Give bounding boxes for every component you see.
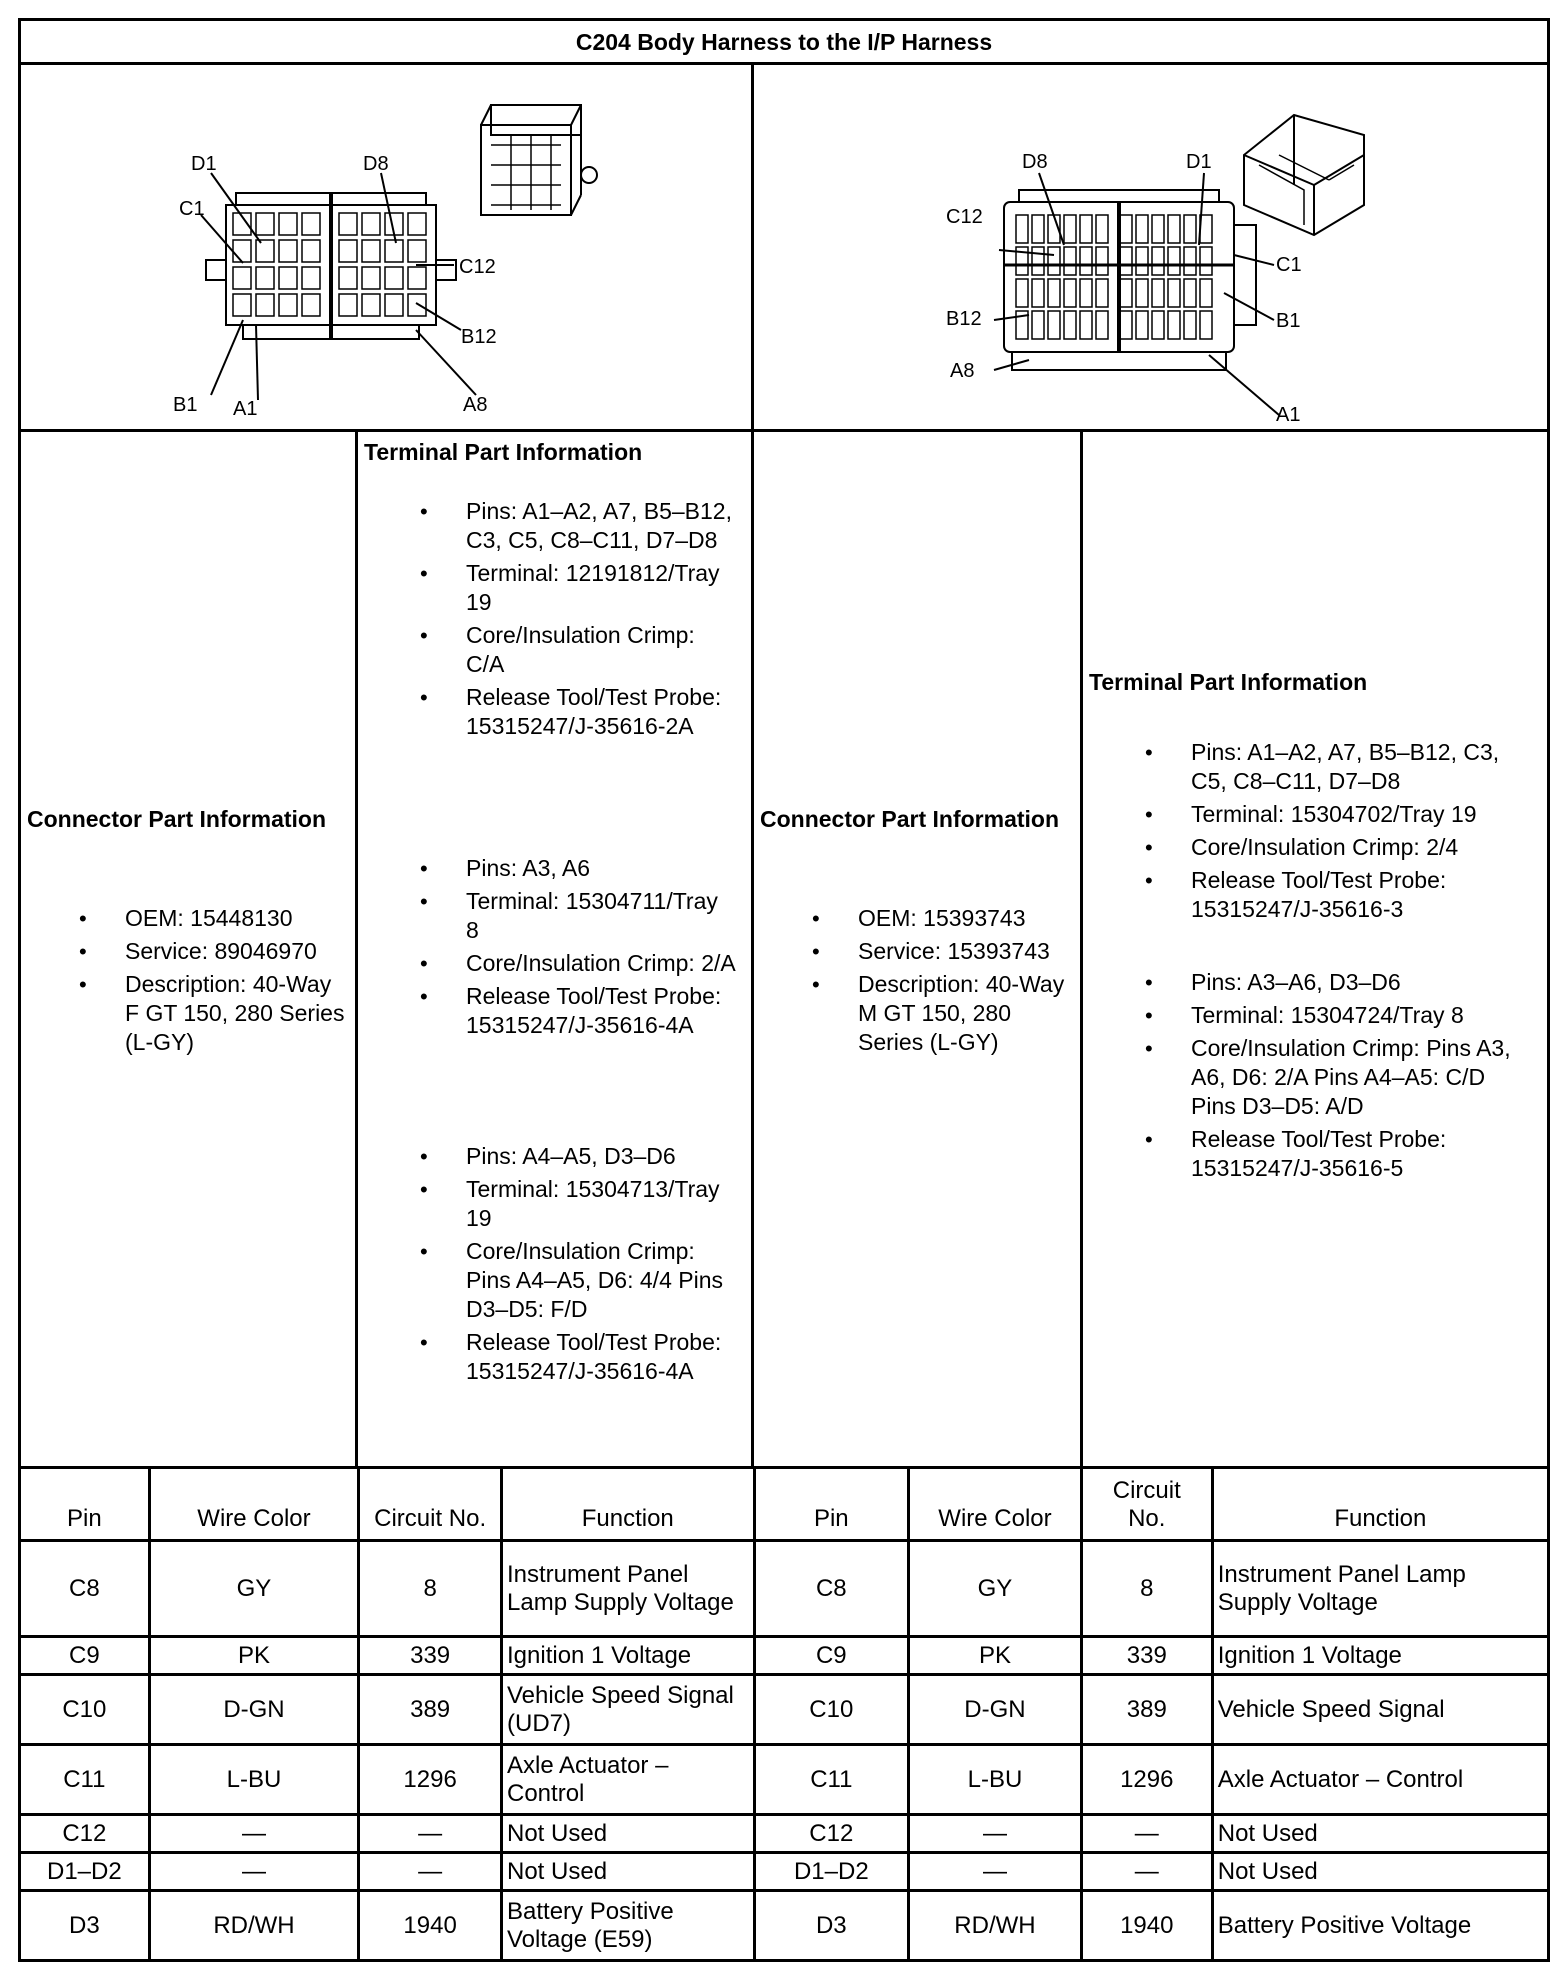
table-cell: C10 xyxy=(754,1675,909,1745)
list-item: • Pins: A1–A2, A7, B5–B12, C3, C5, C8–C11, D7–D8 xyxy=(1191,738,1536,796)
column-header: Wire Color xyxy=(149,1468,359,1541)
connector-cavity xyxy=(408,294,426,316)
connector-cavity xyxy=(1032,311,1044,339)
connector-cavity xyxy=(279,267,297,289)
list-item: • Release Tool/Test Probe: 15315247/J-35616-4A xyxy=(466,1328,736,1386)
table-cell: — xyxy=(359,1815,502,1853)
list-item: • Terminal: 12191812/Tray 19 xyxy=(466,559,736,617)
table-cell: C8 xyxy=(754,1541,909,1637)
table-cell: 339 xyxy=(359,1637,502,1675)
connector-cavity xyxy=(1184,215,1196,243)
connector-cavity xyxy=(339,267,357,289)
table-cell: C12 xyxy=(20,1815,150,1853)
label-d8-right: D8 xyxy=(1022,151,1048,173)
list-item: • OEM: 15448130 xyxy=(125,904,350,933)
list-item: • Terminal: 15304724/Tray 8 xyxy=(1191,1001,1536,1030)
connector-cavity xyxy=(1032,247,1044,275)
table-row xyxy=(20,1541,1549,1637)
connector-cavity xyxy=(1152,247,1164,275)
right-connector-heading: Connector Part Information xyxy=(760,806,1060,832)
right-terminal-heading: Terminal Part Information xyxy=(1089,669,1368,695)
table-row xyxy=(20,1853,1549,1891)
male-connector-drawing xyxy=(754,65,1547,429)
connector-cavity xyxy=(1168,247,1180,275)
label-a1: A1 xyxy=(233,398,258,420)
connector-cavity xyxy=(1120,279,1132,307)
table-cell: 8 xyxy=(1081,1541,1212,1637)
table-cell: 1940 xyxy=(359,1891,502,1961)
table-cell: C11 xyxy=(20,1745,150,1815)
table-cell: RD/WH xyxy=(149,1891,359,1961)
label-c1-right: C1 xyxy=(1276,254,1302,276)
table-cell: C10 xyxy=(20,1675,150,1745)
list-item: • Pins: A1–A2, A7, B5–B12, C3, C5, C8–C11, D7–D8 xyxy=(466,497,736,555)
connector-cavity xyxy=(256,294,274,316)
female-connector-drawing xyxy=(21,65,751,429)
pin-table xyxy=(18,1466,1550,1962)
table-cell: Not Used xyxy=(502,1815,755,1853)
table-cell: GY xyxy=(909,1541,1082,1637)
left-terminal-part-info xyxy=(355,429,754,1469)
table-row xyxy=(20,1891,1549,1961)
table-cell: — xyxy=(909,1815,1082,1853)
table-cell: GY xyxy=(149,1541,359,1637)
left-connector-list xyxy=(125,904,350,1057)
right-connector-diagram xyxy=(751,62,1550,432)
list-item: • Core/Insulation Crimp: Pins A4–A5, D6: 4/4 Pins D3–D5: F/D xyxy=(466,1237,736,1324)
right-terminal-group-2 xyxy=(1191,968,1536,1183)
table-cell: D1–D2 xyxy=(20,1853,150,1891)
list-item: • Pins: A3, A6 xyxy=(466,854,736,883)
connector-cavity xyxy=(1064,247,1076,275)
table-cell: 1296 xyxy=(359,1745,502,1815)
label-c1: C1 xyxy=(179,198,205,220)
table-row xyxy=(20,1815,1549,1853)
connector-cavity xyxy=(1200,247,1212,275)
list-item: • Release Tool/Test Probe: 15315247/J-35616-4A xyxy=(466,982,736,1040)
table-cell: Vehicle Speed Signal (UD7) xyxy=(502,1675,755,1745)
connector-cavity xyxy=(1080,311,1092,339)
list-item: • Core/Insulation Crimp: Pins A3, A6, D6: 2/A Pins A4–A5: C/D Pins D3–D5: A/D xyxy=(1191,1034,1536,1121)
label-a1-right: A1 xyxy=(1276,404,1301,426)
connector-cavity xyxy=(1080,247,1092,275)
table-cell: 1296 xyxy=(1081,1745,1212,1815)
table-cell: C9 xyxy=(20,1637,150,1675)
list-item: • Service: 89046970 xyxy=(125,937,350,966)
connector-cavity xyxy=(279,294,297,316)
table-cell: — xyxy=(1081,1815,1212,1853)
connector-cavity xyxy=(279,213,297,235)
connector-cavity xyxy=(1064,215,1076,243)
label-c12: C12 xyxy=(459,256,496,278)
connector-cavity xyxy=(302,213,320,235)
table-row xyxy=(20,1637,1549,1675)
label-b12: B12 xyxy=(461,326,497,348)
left-terminal-group-1 xyxy=(466,497,736,741)
connector-cavity xyxy=(233,240,251,262)
table-cell: C11 xyxy=(754,1745,909,1815)
right-connector-list xyxy=(858,904,1078,1057)
connector-cavity xyxy=(1048,311,1060,339)
table-cell: D1–D2 xyxy=(754,1853,909,1891)
list-item: • Release Tool/Test Probe: 15315247/J-35616-3 xyxy=(1191,866,1536,924)
connector-cavity xyxy=(1136,311,1148,339)
table-row xyxy=(20,1675,1549,1745)
table-cell: Vehicle Speed Signal xyxy=(1212,1675,1548,1745)
table-cell: 8 xyxy=(359,1541,502,1637)
connector-cavity xyxy=(1032,279,1044,307)
connector-cavity xyxy=(1016,279,1028,307)
column-header: Pin xyxy=(20,1468,150,1541)
connector-cavity xyxy=(279,240,297,262)
column-header: Function xyxy=(1212,1468,1548,1541)
connector-cavity xyxy=(1048,247,1060,275)
label-d8: D8 xyxy=(363,153,389,175)
label-b1: B1 xyxy=(173,394,198,416)
table-cell: D-GN xyxy=(909,1675,1082,1745)
connector-cavity xyxy=(256,240,274,262)
connector-cavity xyxy=(233,267,251,289)
connector-cavity xyxy=(408,240,426,262)
list-item: • Core/Insulation Crimp: 2/4 xyxy=(1191,833,1536,862)
connector-cavity xyxy=(256,267,274,289)
table-cell: — xyxy=(149,1853,359,1891)
list-item: • Terminal: 15304713/Tray 19 xyxy=(466,1175,736,1233)
connector-cavity xyxy=(362,213,380,235)
table-row xyxy=(20,1745,1549,1815)
connector-cavity xyxy=(302,240,320,262)
table-cell: Axle Actuator – Control xyxy=(502,1745,755,1815)
table-cell: RD/WH xyxy=(909,1891,1082,1961)
table-cell: Ignition 1 Voltage xyxy=(1212,1637,1548,1675)
connector-cavity xyxy=(1184,279,1196,307)
connector-cavity xyxy=(302,294,320,316)
connector-cavity xyxy=(1064,311,1076,339)
connector-cavity xyxy=(408,267,426,289)
label-b12-right: B12 xyxy=(946,308,982,330)
table-cell: — xyxy=(149,1815,359,1853)
column-header: Circuit No. xyxy=(359,1468,502,1541)
list-item: • Core/Insulation Crimp: 2/A xyxy=(466,949,736,978)
connector-cavity xyxy=(339,213,357,235)
right-terminal-group-1 xyxy=(1191,738,1536,924)
label-d1: D1 xyxy=(191,153,217,175)
label-d1-right: D1 xyxy=(1186,151,1212,173)
list-item: • Terminal: 15304702/Tray 19 xyxy=(1191,800,1536,829)
connector-cavity xyxy=(385,294,403,316)
connector-cavity xyxy=(1168,279,1180,307)
connector-cavity xyxy=(1200,279,1212,307)
table-cell: D3 xyxy=(20,1891,150,1961)
label-b1-right: B1 xyxy=(1276,310,1301,332)
list-item: • Pins: A4–A5, D3–D6 xyxy=(466,1142,736,1171)
list-item: • Release Tool/Test Probe: 15315247/J-35616-2A xyxy=(466,683,736,741)
list-item: • Service: 15393743 xyxy=(858,937,1078,966)
table-cell: 389 xyxy=(1081,1675,1212,1745)
connector-cavity xyxy=(362,240,380,262)
table-cell: PK xyxy=(149,1637,359,1675)
connector-cavity xyxy=(1184,311,1196,339)
connector-cavity xyxy=(408,213,426,235)
connector-cavity xyxy=(1096,311,1108,339)
label-a8: A8 xyxy=(463,394,488,416)
table-cell: D3 xyxy=(754,1891,909,1961)
connector-cavity xyxy=(256,213,274,235)
column-header: Wire Color xyxy=(909,1468,1082,1541)
right-connector-part-info xyxy=(751,429,1083,1469)
table-cell: Ignition 1 Voltage xyxy=(502,1637,755,1675)
table-cell: C9 xyxy=(754,1637,909,1675)
connector-cavity xyxy=(1016,215,1028,243)
column-header: Pin xyxy=(754,1468,909,1541)
connector-cavity xyxy=(1136,247,1148,275)
list-item: • Core/Insulation Crimp: C/A xyxy=(466,621,736,679)
column-header: Circuit No. xyxy=(1081,1468,1212,1541)
connector-cavity xyxy=(1136,215,1148,243)
table-cell: Not Used xyxy=(1212,1853,1548,1891)
table-cell: Axle Actuator – Control xyxy=(1212,1745,1548,1815)
label-c12-right: C12 xyxy=(946,206,983,228)
table-cell: 339 xyxy=(1081,1637,1212,1675)
table-cell: 1940 xyxy=(1081,1891,1212,1961)
left-connector-heading: Connector Part Information xyxy=(27,806,327,832)
connector-cavity xyxy=(1080,215,1092,243)
label-a8-right: A8 xyxy=(950,360,975,382)
connector-cavity xyxy=(1152,215,1164,243)
connector-cavity xyxy=(1200,215,1212,243)
connector-cavity xyxy=(385,267,403,289)
right-terminal-part-info xyxy=(1080,429,1550,1469)
table-cell: Not Used xyxy=(1212,1815,1548,1853)
table-cell: PK xyxy=(909,1637,1082,1675)
connector-cavity xyxy=(1152,311,1164,339)
left-terminal-group-2 xyxy=(466,854,736,1040)
left-connector-diagram xyxy=(18,62,754,432)
table-cell: Battery Positive Voltage (E59) xyxy=(502,1891,755,1961)
connector-cavity xyxy=(1096,247,1108,275)
connector-cavity xyxy=(385,240,403,262)
connector-cavity xyxy=(1120,215,1132,243)
list-item: • Description: 40-Way M GT 150, 280 Series (L-GY) xyxy=(858,970,1078,1057)
table-cell: Battery Positive Voltage xyxy=(1212,1891,1548,1961)
connector-cavity xyxy=(362,294,380,316)
table-cell: Instrument Panel Lamp Supply Voltage xyxy=(1212,1541,1548,1637)
list-item: • Pins: A3–A6, D3–D6 xyxy=(1191,968,1536,997)
connector-cavity xyxy=(1080,279,1092,307)
table-cell: Not Used xyxy=(502,1853,755,1891)
connector-cavity xyxy=(1064,279,1076,307)
list-item: • OEM: 15393743 xyxy=(858,904,1078,933)
table-cell: — xyxy=(909,1853,1082,1891)
connector-cavity xyxy=(1096,279,1108,307)
connector-cavity xyxy=(302,267,320,289)
table-cell: — xyxy=(359,1853,502,1891)
left-connector-part-info xyxy=(18,429,358,1469)
connector-cavity xyxy=(233,294,251,316)
left-terminal-group-3 xyxy=(466,1142,736,1386)
table-cell: L-BU xyxy=(149,1745,359,1815)
table-cell: — xyxy=(1081,1853,1212,1891)
page-title: C204 Body Harness to the I/P Harness xyxy=(18,18,1550,62)
table-cell: Instrument Panel Lamp Supply Voltage xyxy=(502,1541,755,1637)
connector-cavity xyxy=(1120,247,1132,275)
list-item: • Terminal: 15304711/Tray 8 xyxy=(466,887,736,945)
table-cell: C12 xyxy=(754,1815,909,1853)
table-cell: D-GN xyxy=(149,1675,359,1745)
connector-cavity xyxy=(1096,215,1108,243)
connector-cavity xyxy=(339,294,357,316)
connector-cavity xyxy=(362,267,380,289)
left-terminal-heading: Terminal Part Information xyxy=(364,439,643,465)
table-cell: C8 xyxy=(20,1541,150,1637)
column-header: Function xyxy=(502,1468,755,1541)
table-header-row xyxy=(20,1468,1549,1541)
connector-cavity xyxy=(1152,279,1164,307)
connector-cavity xyxy=(1168,215,1180,243)
table-cell: 389 xyxy=(359,1675,502,1745)
list-item: • Description: 40-Way F GT 150, 280 Series (L-GY) xyxy=(125,970,350,1057)
connector-cavity xyxy=(1032,215,1044,243)
connector-cavity xyxy=(1184,247,1196,275)
connector-cavity xyxy=(339,240,357,262)
list-item: • Release Tool/Test Probe: 15315247/J-35616-5 xyxy=(1191,1125,1536,1183)
connector-cavity xyxy=(1120,311,1132,339)
connector-cavity xyxy=(1136,279,1148,307)
connector-cavity xyxy=(1168,311,1180,339)
table-cell: L-BU xyxy=(909,1745,1082,1815)
connector-cavity xyxy=(1200,311,1212,339)
connector-cavity xyxy=(1048,279,1060,307)
